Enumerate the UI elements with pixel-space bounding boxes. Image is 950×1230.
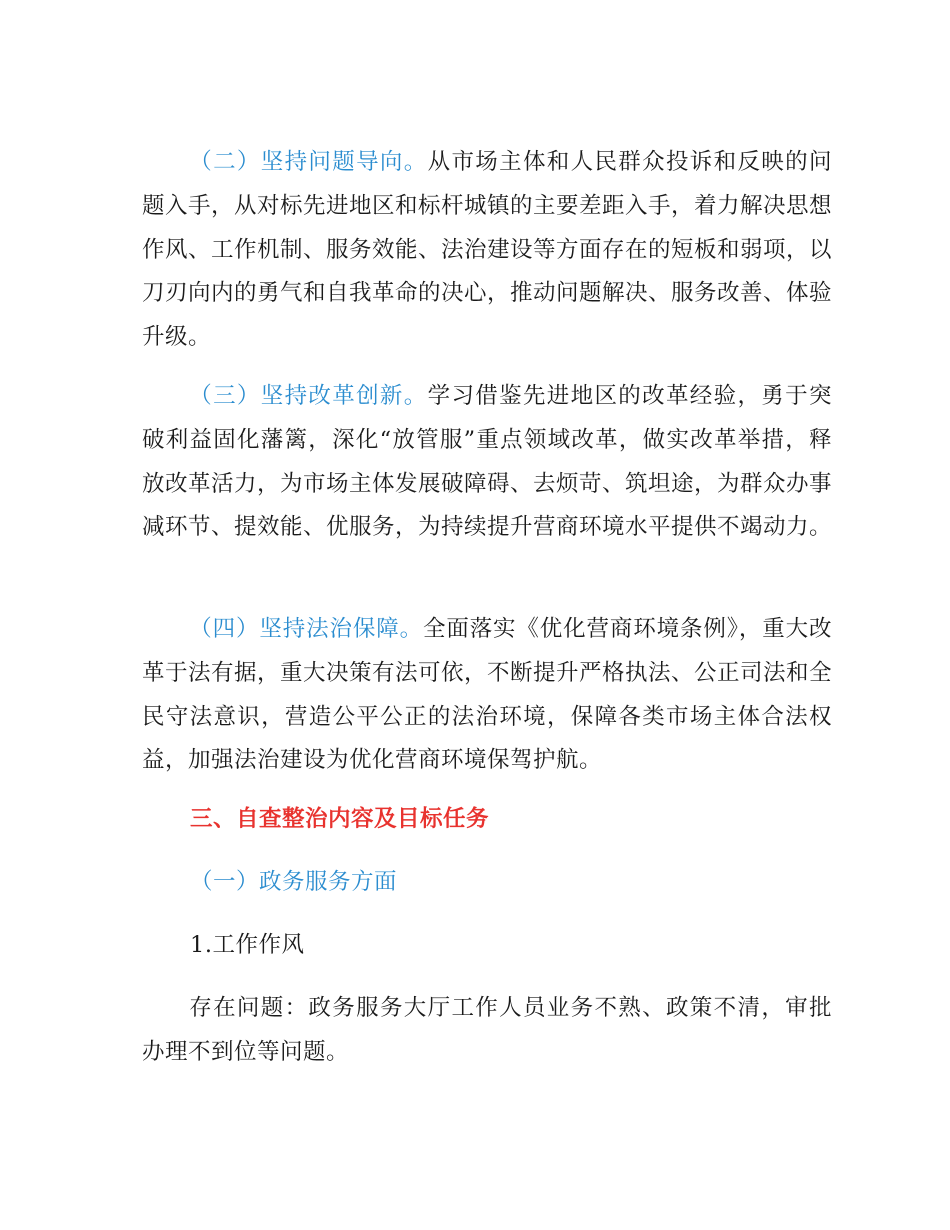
body-rule-of-law: 全面落实《优化营商环境条例》，重大改革于法有据，重大决策有法可依，不断提升严格执法、公正司法和全民守法意识，营造公平公正的法治环境，保障各类市场主体合法权益，加强法治建设为优化营商环境保驾护航。 — [142, 616, 833, 774]
body-problem-oriented: 从市场主体和人民群众投诉和反映的问题入手，从对标先进地区和标杆城镇的主要差距入手，着力解决思想作风、工作机制、服务效能、法治建设等方面存在的短板和弱项，以刀刃向内的勇气和自我革命的决心，推动问题解决、服务改善、体验升级。 — [142, 149, 833, 351]
section-title: 三、自查整治内容及目标任务 — [190, 806, 490, 832]
paragraph-rule-of-law — [142, 608, 832, 783]
heading-reform-innovation: （三）坚持改革创新。 — [189, 383, 428, 409]
paragraph-existing-problems — [142, 987, 832, 1075]
body-reform-innovation: 学习借鉴先进地区的改革经验，勇于突破利益固化藩篱，深化“放管服”重点领域改革，做实改革举措，释放改革活力，为市场主体发展破障碍、去烦苛、筑坦途，为群众办事减环节、提效能、优服务，为持续提升营商环境水平提供不竭动力。 — [142, 383, 833, 541]
paragraph-reform-innovation — [142, 375, 832, 550]
heading-problem-oriented: （二）坚持问题导向。 — [189, 149, 428, 175]
heading-rule-of-law: （四）坚持法治保障。 — [189, 616, 423, 642]
paragraph-problem-oriented — [142, 141, 832, 360]
body-existing-problems: 存在问题：政务服务大厅工作人员业务不熟、政策不清，审批办理不到位等问题。 — [142, 995, 832, 1065]
item-title: 1.工作作风 — [190, 932, 305, 958]
subsection-title: （一）政务服务方面 — [190, 869, 398, 895]
